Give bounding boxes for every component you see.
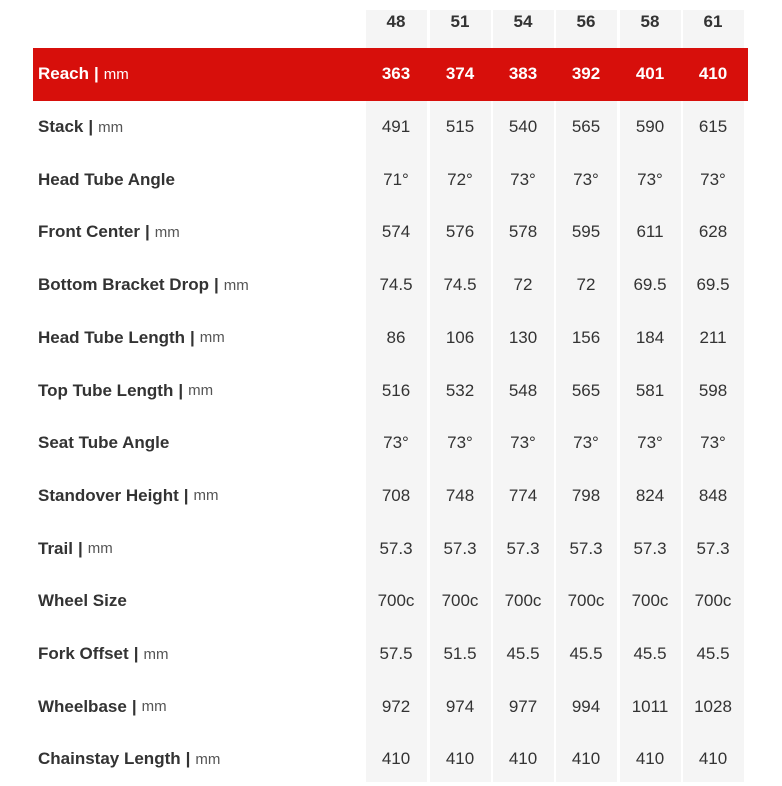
table-cell: 86 (386, 327, 406, 347)
table-row-top-tube-length (0, 364, 782, 417)
size-header-48: 48 (386, 12, 406, 31)
table-cell: 532 (445, 380, 475, 400)
table-cell: 57.3 (379, 538, 413, 558)
table-row-front-center (0, 206, 782, 259)
table-cell: 977 (508, 696, 538, 716)
row-label-unit: mm (193, 487, 219, 505)
table-cell: 540 (508, 117, 538, 137)
table-cell: 73° (510, 169, 536, 189)
table-cell: 73° (510, 433, 536, 453)
table-cell: 57.3 (696, 538, 730, 558)
row-label-name: Stack (38, 117, 84, 137)
table-row-wheel-size (0, 575, 782, 628)
row-label-separator: | (183, 485, 189, 505)
row-label-name: Fork Offset (38, 644, 129, 664)
table-cell: 45.5 (506, 644, 540, 664)
table-cell: 974 (445, 696, 475, 716)
row-label-unit: mm (143, 645, 169, 663)
row-label-separator: | (94, 64, 99, 84)
row-label-name: Wheelbase (38, 696, 127, 716)
table-cell: 410 (698, 749, 728, 769)
table-cell: 374 (445, 64, 475, 84)
table-row-reach (33, 48, 748, 101)
row-label-separator: | (88, 117, 94, 137)
row-label-unit: mm (103, 65, 129, 83)
table-cell: 774 (508, 485, 538, 505)
table-cell: 401 (635, 64, 665, 84)
table-cell: 611 (636, 222, 664, 242)
table-cell: 45.5 (696, 644, 730, 664)
table-cell: 73° (700, 433, 726, 453)
table-cell: 615 (698, 117, 728, 137)
row-label-name: Bottom Bracket Drop (38, 275, 209, 295)
row-label-name: Wheel Size (38, 591, 127, 611)
table-row-stack (0, 101, 782, 154)
table-cell: 581 (635, 380, 665, 400)
table-cell: 45.5 (633, 644, 667, 664)
row-label (38, 259, 249, 312)
table-cell: 211 (699, 327, 727, 347)
row-label-unit: mm (223, 276, 249, 294)
table-cell: 578 (508, 222, 538, 242)
row-label-name: Front Center (38, 222, 140, 242)
table-cell: 69.5 (633, 275, 667, 295)
table-cell: 700c (694, 591, 732, 611)
table-cell: 848 (698, 485, 728, 505)
row-label-separator: | (133, 644, 139, 664)
row-label-name: Head Tube Angle (38, 169, 175, 189)
table-cell: 73° (573, 169, 599, 189)
table-cell: 69.5 (696, 275, 730, 295)
table-cell: 410 (381, 749, 411, 769)
row-label-separator: | (178, 380, 184, 400)
table-cell: 824 (635, 485, 665, 505)
row-label-unit: mm (87, 540, 113, 558)
row-label (38, 48, 129, 101)
table-cell: 156 (571, 327, 601, 347)
table-cell: 74.5 (443, 275, 477, 295)
row-label (38, 575, 127, 628)
table-cell: 57.3 (506, 538, 540, 558)
table-row-trail (0, 522, 782, 575)
table-cell: 700c (504, 591, 542, 611)
row-label (38, 153, 175, 206)
table-cell: 57.3 (569, 538, 603, 558)
table-cell: 410 (698, 64, 728, 84)
row-label (38, 680, 167, 733)
table-row-fork-offset (0, 628, 782, 681)
table-cell: 71° (383, 169, 409, 189)
table-cell: 51.5 (443, 644, 477, 664)
row-label (38, 312, 225, 365)
table-cell: 106 (445, 327, 475, 347)
table-cell: 700c (441, 591, 479, 611)
row-label-unit: mm (199, 329, 225, 347)
row-label-name: Standover Height (38, 485, 179, 505)
table-cell: 72° (447, 169, 473, 189)
table-cell: 590 (635, 117, 665, 137)
table-cell: 700c (567, 591, 605, 611)
table-cell: 72 (513, 275, 533, 295)
row-label-name: Reach (38, 64, 90, 84)
row-label-name: Trail (38, 538, 73, 558)
size-header-54: 54 (513, 12, 533, 31)
row-label-unit: mm (188, 382, 214, 400)
size-header-58: 58 (640, 12, 660, 31)
table-row-head-tube-length (0, 312, 782, 365)
table-cell: 74.5 (379, 275, 413, 295)
table-cell: 628 (698, 222, 728, 242)
row-label (38, 628, 168, 681)
row-label-name: Seat Tube Angle (38, 433, 170, 453)
table-row-head-tube-angle (0, 153, 782, 206)
table-cell: 73° (573, 433, 599, 453)
size-header-51: 51 (450, 12, 470, 31)
table-cell: 410 (508, 749, 538, 769)
row-label-separator: | (131, 696, 137, 716)
table-cell: 994 (571, 696, 601, 716)
table-cell: 184 (635, 327, 665, 347)
row-label-unit: mm (98, 118, 124, 136)
table-cell: 73° (383, 433, 409, 453)
row-label (38, 417, 169, 470)
row-label-separator: | (185, 749, 191, 769)
table-row-wheelbase (0, 680, 782, 733)
table-cell: 73° (637, 433, 663, 453)
table-cell: 565 (571, 380, 601, 400)
table-cell: 598 (698, 380, 728, 400)
row-label-unit: mm (154, 223, 180, 241)
table-cell: 700c (631, 591, 669, 611)
table-cell: 708 (381, 485, 411, 505)
table-cell: 748 (445, 485, 475, 505)
table-cell: 392 (571, 64, 601, 84)
table-cell: 57.5 (379, 644, 413, 664)
table-cell: 595 (571, 222, 601, 242)
table-cell: 73° (447, 433, 473, 453)
table-row-seat-tube-angle (0, 417, 782, 470)
size-header-61: 61 (703, 12, 723, 31)
table-cell: 383 (508, 64, 538, 84)
row-label-separator: | (213, 275, 219, 295)
row-label-separator: | (190, 327, 195, 347)
table-cell: 410 (635, 749, 665, 769)
row-label (38, 101, 123, 154)
table-cell: 73° (637, 169, 663, 189)
table-cell: 574 (381, 222, 411, 242)
row-label (38, 522, 113, 575)
row-label-separator: | (145, 222, 150, 242)
table-cell: 57.3 (633, 538, 667, 558)
table-cell: 798 (571, 485, 601, 505)
table-cell: 410 (571, 749, 601, 769)
table-cell: 516 (381, 380, 411, 400)
table-cell: 515 (445, 117, 475, 137)
row-label-unit: mm (195, 750, 221, 768)
table-cell: 410 (445, 749, 475, 769)
table-cell: 700c (377, 591, 415, 611)
row-label (38, 470, 219, 523)
row-label-unit: mm (141, 698, 167, 716)
table-cell: 548 (508, 380, 538, 400)
row-label-name: Head Tube Length (38, 327, 186, 347)
size-header-56: 56 (576, 12, 596, 31)
table-row-standover-height (0, 470, 782, 523)
table-cell: 363 (381, 64, 411, 84)
table-cell: 565 (571, 117, 601, 137)
table-cell: 57.3 (443, 538, 477, 558)
table-cell: 1011 (631, 696, 669, 716)
table-cell: 576 (445, 222, 475, 242)
table-cell: 972 (381, 696, 411, 716)
size-header-row (0, 0, 782, 48)
row-label-name: Chainstay Length (38, 749, 181, 769)
table-cell: 1028 (694, 696, 732, 716)
row-label (38, 364, 213, 417)
table-cell: 72 (576, 275, 596, 295)
table-cell: 491 (381, 117, 411, 137)
table-row-bottom-bracket-drop (0, 259, 782, 312)
row-label-separator: | (77, 538, 83, 558)
table-cell: 73° (700, 169, 726, 189)
row-label-name: Top Tube Length (38, 380, 174, 400)
table-cell: 45.5 (569, 644, 603, 664)
table-row-chainstay-length (0, 733, 782, 786)
row-label (38, 206, 180, 259)
row-label (38, 733, 220, 786)
table-cell: 130 (508, 327, 538, 347)
